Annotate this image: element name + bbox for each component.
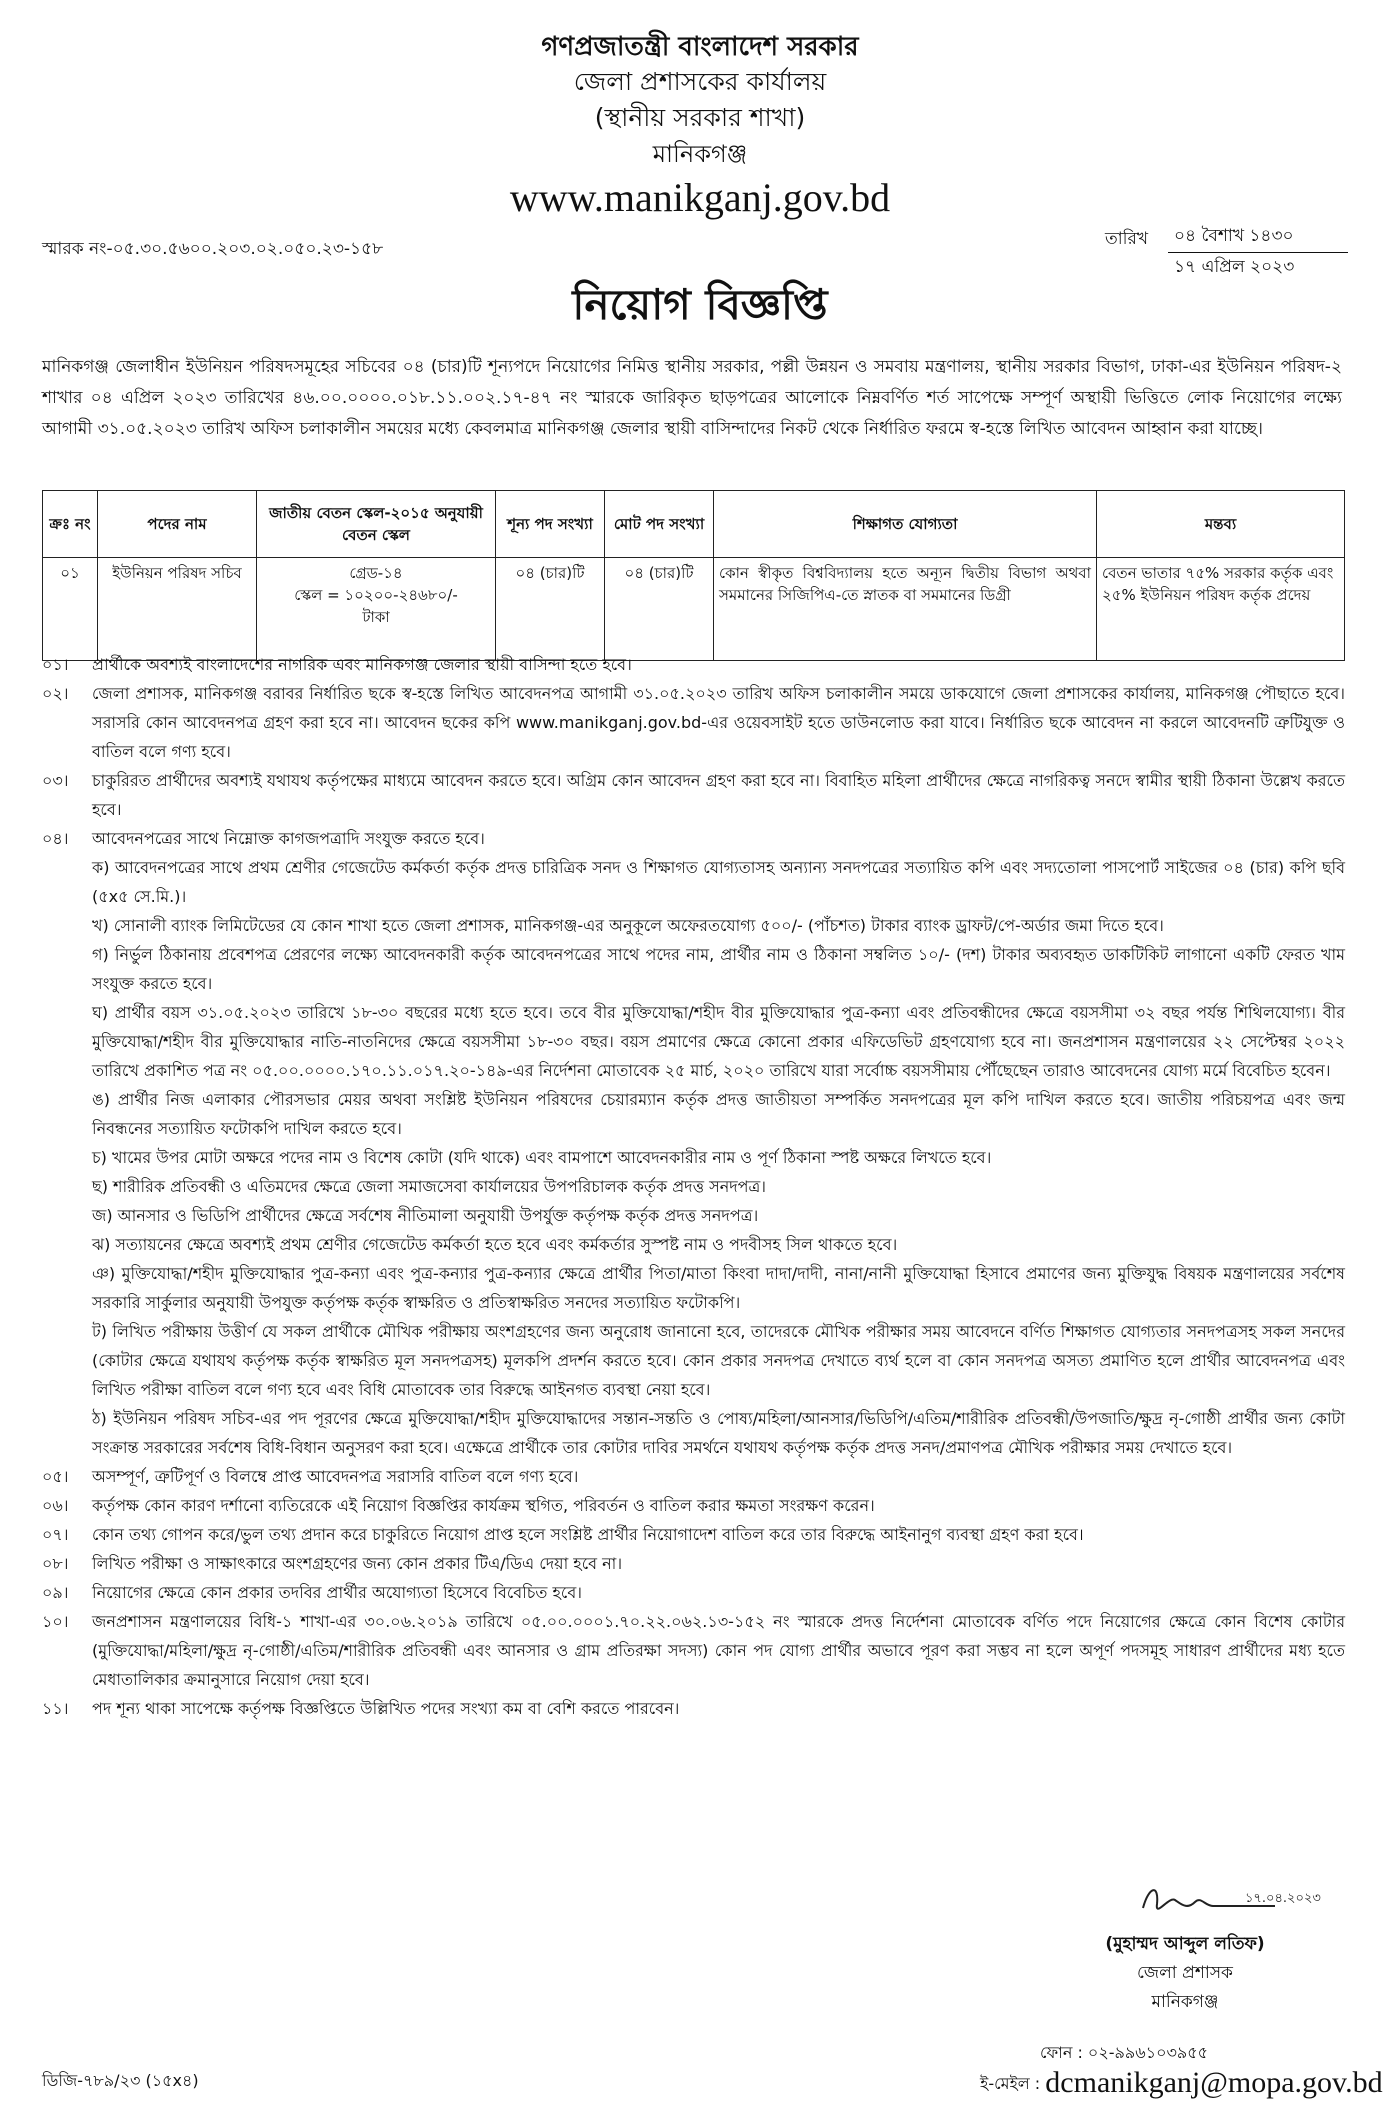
reference-number: ডিজি-৭৮৯/২৩ (১৫x৪) (42, 2071, 199, 2090)
cell-qualification: কোন স্বীকৃত বিশ্ববিদ্যালয় হতে অন্যূন দ্বিতীয় বিভাগ অথবা সমমানের সিজিপিএ-তে স্নাতক বা সমমানের ডিগ্রী (714, 558, 1097, 661)
table-header-row (43, 491, 1345, 558)
term-number: ০৫। (42, 1467, 69, 1486)
sub-item: ক) আবেদনপত্রের সাথে প্রথম শ্রেণীর গেজেটেড কর্মকর্তা কর্তৃক প্রদত্ত চারিত্রিক সনদ ও শিক্ষাগত যোগ্যতাসহ অন্যান্য সনদপত্রের সত্যায়িত কপি এবং সদ্যতোলা পাসপোর্ট সাইজের ০৪ (চার) কপি ছবি (৫x৫ সে.মি.)। (92, 858, 1345, 906)
list-item (42, 1549, 1345, 1578)
term-number: ০৮। (42, 1554, 69, 1573)
notice-title: নিয়োগ বিজ্ঞপ্তি (572, 280, 828, 329)
term-text: অসম্পূর্ণ, ত্রুটিপূর্ণ ও বিলম্বে প্রাপ্ত আবেদনপত্র সরাসরি বাতিল বলে গণ্য হবে। (92, 1467, 579, 1486)
sub-item: ঞ) মুক্তিযোদ্ধা/শহীদ মুক্তিযোদ্ধার পুত্র-কন্যা এবং পুত্র-কন্যার পুত্র-কন্যার ক্ষেত্রে প্রার্থীর পিতা/মাতা কিংবা দাদা/দাদী, নানা/নানী মুক্তিযোদ্ধা হিসাবে প্রমাণের জন্য মুক্তিযুদ্ধ বিষয়ক মন্ত্রণালয়ের সর্বশেষ সরকারি সার্কুলার অনুযায়ী উপযুক্ত কর্তৃপক্ষ কর্তৃক স্বাক্ষরিত ও প্রতিস্বাক্ষরিত সনদের সত্যায়িত ফটোকপি। (92, 1264, 1345, 1312)
cell-vacant: ০৪ (চার)টি (496, 558, 605, 661)
term-text: আবেদনপত্রের সাথে নিম্নোক্ত কাগজপত্রাদি সংযুক্ত করতে হবে। (92, 829, 485, 848)
term-number: ০১। (42, 655, 69, 674)
date-english: ১৭ এপ্রিল ২০২৩ (1174, 257, 1295, 277)
list-item (42, 824, 1345, 853)
date-bangla: ০৪ বৈশাখ ১৪৩০ (1168, 222, 1348, 253)
intro-paragraph: মানিকগঞ্জ জেলাধীন ইউনিয়ন পরিষদসমূহের সচিবের ০৪ (চার)টি শূন্যপদে নিয়োগের নিমিত্ত স্থানীয় সরকার, পল্লী উন্নয়ন ও সমবায় মন্ত্রণালয়, স্থানীয় সরকার বিভাগ, ঢাকা-এর ইউনিয়ন পরিষদ-২ শাখার ০৪ এপ্রিল ২০২৩ তারিখের ৪৬.০০.০০০০.০১৮.১১.০০২.১৭-৪৭ নং স্মারকে জারিকৃত ছাড়পত্রের আলোকে নিম্নবর্ণিত শর্ত সাপেক্ষে সম্পূর্ণ অস্থায়ী ভিত্তিতে লোক নিয়োগের লক্ষ্যে আগামী ৩১.০৫.২০২৩ তারিখ অফিস চলাকালীন সময়ের মধ্যে কেবলমাত্র মানিকগঞ্জ জেলার স্থায়ী বাসিন্দাদের নিকট থেকে নির্ধারিত ফরমে স্ব-হস্তে লিখিত আবেদন আহ্বান করা যাচ্ছে। (42, 357, 1342, 439)
sub-item: ঠ) ইউনিয়ন পরিষদ সচিব-এর পদ পূরণের ক্ষেত্রে মুক্তিযোদ্ধা/শহীদ মুক্তিযোদ্ধাদের সন্তান-সন্ততি ও পোষ্য/মহিলা/আনসার/ভিডিপি/এতিম/শারীরিক প্রতিবন্ধী/উপজাতি/ক্ষুদ্র নৃ-গোষ্ঠী প্রার্থীর জন্য কোটা সংক্রান্ত সরকারের সর্বশেষ বিধি-বিধান অনুসরণ করা হবে। এক্ষেত্রে প্রার্থীকে তার কোটার দাবির সমর্থনে যথাযথ কর্তৃপক্ষ কর্তৃক প্রদত্ত সনদ/প্রমাণপত্র মৌখিক পরীক্ষার সময় দেখাতে হবে। (92, 1409, 1345, 1457)
list-item (42, 1462, 1345, 1491)
term-number: ০৬। (42, 1496, 69, 1515)
sub-item: ঙ) প্রার্থীর নিজ এলাকার পৌরসভার মেয়র অথবা সংশ্লিষ্ট ইউনিয়ন পরিষদের চেয়ারম্যান কর্তৃক প্রদত্ত জাতীয়তা সম্পর্কিত সনদপত্রের মূল কপি দাখিল করতে হবে। জাতীয় পরিচয়পত্র এবং জন্ম নিবন্ধনের সত্যায়িত ফটোকপি দাখিল করতে হবে। (92, 1090, 1345, 1138)
memo-number: স্মারক নং-০৫.৩০.৫৬০০.২০৩.০২.০৫০.২৩-১৫৮ (42, 239, 384, 259)
term-text: লিখিত পরীক্ষা ও সাক্ষাৎকারে অংশগ্রহণের জন্য কোন প্রকার টিএ/ডিএ দেয়া হবে না। (92, 1554, 623, 1573)
terms-list (42, 650, 1345, 1723)
list-item (42, 650, 1345, 679)
term-number: ১১। (42, 1699, 69, 1718)
sub-item: ঘ) প্রার্থীর বয়স ৩১.০৫.২০২৩ তারিখে ১৮-৩০ বছরের মধ্যে হতে হবে। তবে বীর মুক্তিযোদ্ধা/শহীদ বীর মুক্তিযোদ্ধার পুত্র-কন্যা এবং প্রতিবন্ধীদের ক্ষেত্রে বয়সসীমা ৩২ বছর পর্যন্ত শিথিলযোগ্য। বীর মুক্তিযোদ্ধা/শহীদ বীর মুক্তিযোদ্ধার নাতি-নাতনিদের ক্ষেত্রে বয়সসীমা ১৮-৩০ বছর। বয়স প্রমাণের ক্ষেত্রে কোনো প্রকার এফিডেভিট গ্রহণযোগ্য হবে না। জনপ্রশাসন মন্ত্রণালয়ের ২২ সেপ্টেম্বর ২০২২ তারিখে প্রকাশিত পত্র নং ০৫.০০.০০০০.১৭০.১১.০১৭.২০-১৪৯-এর নির্দেশনা মোতাবেক ২৫ মার্চ, ২০২০ তারিখে যারা সর্বোচ্চ বয়সসীমায় পৌঁছেছেন তারাও আবেদনের যোগ্য মর্মে বিবেচিত হবেন। (92, 1003, 1345, 1080)
cell-scale (257, 558, 496, 661)
cell-remarks: বেতন ভাতার ৭৫% সরকার কর্তৃক এবং ২৫% ইউনিয়ন পরিষদ কর্তৃক প্রদেয় (1097, 558, 1345, 661)
list-item (42, 1607, 1345, 1694)
col-sl: ক্রঃ নং (43, 491, 98, 558)
cell-total: ০৪ (চার)টি (605, 558, 714, 661)
sub-item: ছ) শারীরিক প্রতিবন্ধী ও এতিমদের ক্ষেত্রে জেলা সমাজসেবা কার্যালয়ের উপপরিচালক কর্তৃক প্রদত্ত সনদপত্র। (92, 1177, 766, 1196)
cell-currency: টাকা (362, 608, 390, 626)
signatory-name: (মুহাম্মদ আব্দুল লতিফ) (1105, 1934, 1265, 1954)
sub-item: জ) আনসার ও ভিডিপি প্রার্থীদের ক্ষেত্রে সর্বশেষ নীতিমালা অনুযায়ী উপর্যুক্ত কর্তৃপক্ষ কর্তৃক প্রদত্ত সনদপত্র। (92, 1206, 759, 1225)
term-number: ০৯। (42, 1583, 69, 1602)
col-vacant: শূন্য পদ সংখ্যা (496, 491, 605, 558)
sub-item: চ) খামের উপর মোটা অক্ষরে পদের নাম ও বিশেষ কোটা (যদি থাকে) এবং বামপাশে আবেদনকারীর নাম ও পূর্ণ ঠিকানা স্পষ্ট অক্ষরে লিখতে হবে। (92, 1148, 992, 1167)
col-total: মোট পদ সংখ্যা (605, 491, 714, 558)
sub-item: খ) সোনালী ব্যাংক লিমিটেডের যে কোন শাখা হতে জেলা প্রশাসক, মানিকগঞ্জ-এর অনুকূলে অফেরতযোগ্য ৫০০/- (পাঁচশত) টাকার ব্যাংক ড্রাফট/পে-অর্ডার জমা দিতে হবে। (92, 916, 1164, 935)
signatory-designation: জেলা প্রশাসক (1137, 1963, 1233, 1983)
email-address: dcmanikganj@mopa.gov.bd (1045, 2066, 1383, 2099)
term-text: নিয়োগের ক্ষেত্রে কোন প্রকার তদবির প্রার্থীর অযোগ্যতা হিসেবে বিবেচিত হবে। (92, 1583, 582, 1602)
posts-table (42, 490, 1345, 661)
signature-date: ১৭.০৪.২০২৩ (1245, 1891, 1321, 1906)
sub-item: গ) নির্ভুল ঠিকানায় প্রবেশপত্র প্রেরণের লক্ষ্যে আবেদনকারী কর্তৃক আবেদনপত্রের সাথে পদের নাম, প্রার্থীর নাম ও ঠিকানা সম্বলিত ১০/- (দশ) টাকার অব্যবহৃত ডাকটিকিট লাগানো একটি ফেরত খাম সংযুক্ত করতে হবে। (92, 945, 1345, 993)
attachments-sublist (92, 853, 1345, 1462)
cell-scale-range: স্কেল = ১০২০০-২৪৬৮০/- (294, 586, 458, 604)
term-number: ০২। (42, 684, 69, 703)
term-text: কোন তথ্য গোপন করে/ভুল তথ্য প্রদান করে চাকুরিতে নিয়োগ প্রাপ্ত হলে সংশ্লিষ্ট প্রার্থীর নিয়োগাদেশ বাতিল করে তার বিরুদ্ধে আইনানুগ ব্যবস্থা গ্রহণ করা হবে। (92, 1525, 1084, 1544)
term-number: ০৪। (42, 829, 69, 848)
list-item (42, 766, 1345, 824)
table-row (43, 558, 1345, 661)
district-name: মানিকগঞ্জ (652, 140, 748, 168)
email-row (980, 2066, 1383, 2100)
term-text: কর্তৃপক্ষ কোন কারণ দর্শানো ব্যতিরেকে এই নিয়োগ বিজ্ঞপ্তির কার্যক্রম স্থগিত, পরিবর্তন ও বাতিল করার ক্ষমতা সংরক্ষণ করেন। (92, 1496, 875, 1515)
office-name: জেলা প্রশাসকের কার্যালয় (573, 67, 827, 96)
cell-sl: ০১ (43, 558, 98, 661)
list-item (42, 1578, 1345, 1607)
cell-post: ইউনিয়ন পরিষদ সচিব (98, 558, 257, 661)
branch-name: (স্থানীয় সরকার শাখা) (594, 103, 806, 132)
list-item (42, 1491, 1345, 1520)
signatory-district: মানিকগঞ্জ (1151, 1992, 1219, 2012)
website-url: www.manikganj.gov.bd (509, 175, 891, 220)
sub-item: ট) লিখিত পরীক্ষায় উত্তীর্ণ যে সকল প্রার্থীকে মৌখিক পরীক্ষায় অংশগ্রহণের জন্য অনুরোধ জানানো হবে, তাদেরকে মৌখিক পরীক্ষার সময় আবেদনে বর্ণিত শিক্ষাগত যোগ্যতার সনদপত্রসহ সকল সনদের (কোটার ক্ষেত্রে যথাযথ কর্তৃপক্ষ কর্তৃক স্বাক্ষরিত মূল সনদপত্রসহ) মূলকপি প্রদর্শন করতে হবে। কোন প্রকার সনদপত্র দেখাতে ব্যর্থ হলে বা কোন সনদপত্র অসত্য প্রমাণিত হলে প্রার্থীর আবেদনপত্র এবং লিখিত পরীক্ষা বাতিল বলে গণ্য হবে এবং বিধি মোতাবেক তার বিরুদ্ধে আইনগত ব্যবস্থা নেয়া হবে। (92, 1322, 1345, 1399)
term-number: ০৩। (42, 771, 69, 790)
term-text: জেলা প্রশাসক, মানিকগঞ্জ বরাবর নির্ধারিত ছকে স্ব-হস্তে লিখিত আবেদনপত্র আগামী ৩১.০৫.২০২৩ তারিখ অফিস চলাকালীন সময়ে ডাকযোগে জেলা প্রশাসকের কার্যালয়, মানিকগঞ্জ পৌছাতে হবে। সরাসরি কোন আবেদনপত্র গ্রহণ করা হবে না। আবেদন ছকের কপি www.manikganj.gov.bd-এর ওয়েবসাইট হতে ডাউনলোড করা যাবে। নির্ধারিত ছকে আবেদন না করলে আবেদনটি ত্রুটিযুক্ত ও বাতিল বলে গণ্য হবে। (92, 684, 1345, 761)
signature-block (1030, 1930, 1340, 2017)
term-text: জনপ্রশাসন মন্ত্রণালয়ের বিধি-১ শাখা-এর ৩০.০৬.২০১৯ তারিখে ০৫.০০.০০০১.৭০.২২.০৬২.১৩-১৫২ নং স্মারকে প্রদত্ত নির্দেশনা মোতাবেক বর্ণিত পদে নিয়োগের ক্ষেত্রে কোন বিশেষ কোটার (মুক্তিযোদ্ধা/মহিলা/ক্ষুদ্র নৃ-গোষ্ঠী/এতিম/শারীরিক প্রতিবন্ধী এবং আনসার ও গ্রাম প্রতিরক্ষা সদস্য) কোন পদ যোগ্য প্রার্থীর অভাবে পূরণ করা সম্ভব না হলে অপূর্ণ পদসমূহ সাধারণ প্রার্থীদের মধ্য হতে মেধাতালিকার ক্রমানুসারে নিয়োগ দেয়া হবে। (92, 1612, 1345, 1689)
col-qualification: শিক্ষাগত যোগ্যতা (714, 491, 1097, 558)
list-item (42, 679, 1345, 766)
term-text: প্রার্থীকে অবশ্যই বাংলাদেশের নাগরিক এবং মানিকগঞ্জ জেলার স্থায়ী বাসিন্দা হতে হবে। (92, 655, 632, 674)
col-post: পদের নাম (98, 491, 257, 558)
cell-grade: গ্রেড-১৪ (349, 564, 403, 582)
list-item (42, 1694, 1345, 1723)
term-text: পদ শূন্য থাকা সাপেক্ষে কর্তৃপক্ষ বিজ্ঞপ্তিতে উল্লিখিত পদের সংখ্যা কম বা বেশি করতে পারবেন। (92, 1699, 680, 1718)
term-number: ০৭। (42, 1525, 69, 1544)
phone-number: ফোন : ০২-৯৯৬১০৩৯৫৫ (1040, 2043, 1209, 2062)
email-label: ই-মেইল : (980, 2074, 1041, 2093)
col-remarks: মন্তব্য (1097, 491, 1345, 558)
list-item (42, 1520, 1345, 1549)
col-scale: জাতীয় বেতন স্কেল-২০১৫ অনুযায়ী বেতন স্কেল (257, 491, 496, 558)
sub-item: ঝ) সত্যায়নের ক্ষেত্রে অবশ্যই প্রথম শ্রেণীর গেজেটেড কর্মকর্তা হতে হবে এবং কর্মকর্তার সুস্পষ্ট নাম ও পদবীসহ সিল থাকতে হবে। (92, 1235, 898, 1254)
govt-name: গণপ্রজাতন্ত্রী বাংলাদেশ সরকার (541, 32, 859, 62)
term-number: ১০। (42, 1612, 69, 1631)
term-text: চাকুরিরত প্রার্থীদের অবশ্যই যথাযথ কর্তৃপক্ষের মাধ্যমে আবেদন করতে হবে। অগ্রিম কোন আবেদন গ্রহণ করা হবে না। বিবাহিত মহিলা প্রার্থীদের ক্ষেত্রে নাগরিকত্ব সনদে স্বামীর স্থায়ী ঠিকানা উল্লেখ করতে হবে। (92, 771, 1345, 819)
handwritten-signature (1135, 1878, 1360, 1926)
date-label: তারিখ (1105, 229, 1149, 249)
